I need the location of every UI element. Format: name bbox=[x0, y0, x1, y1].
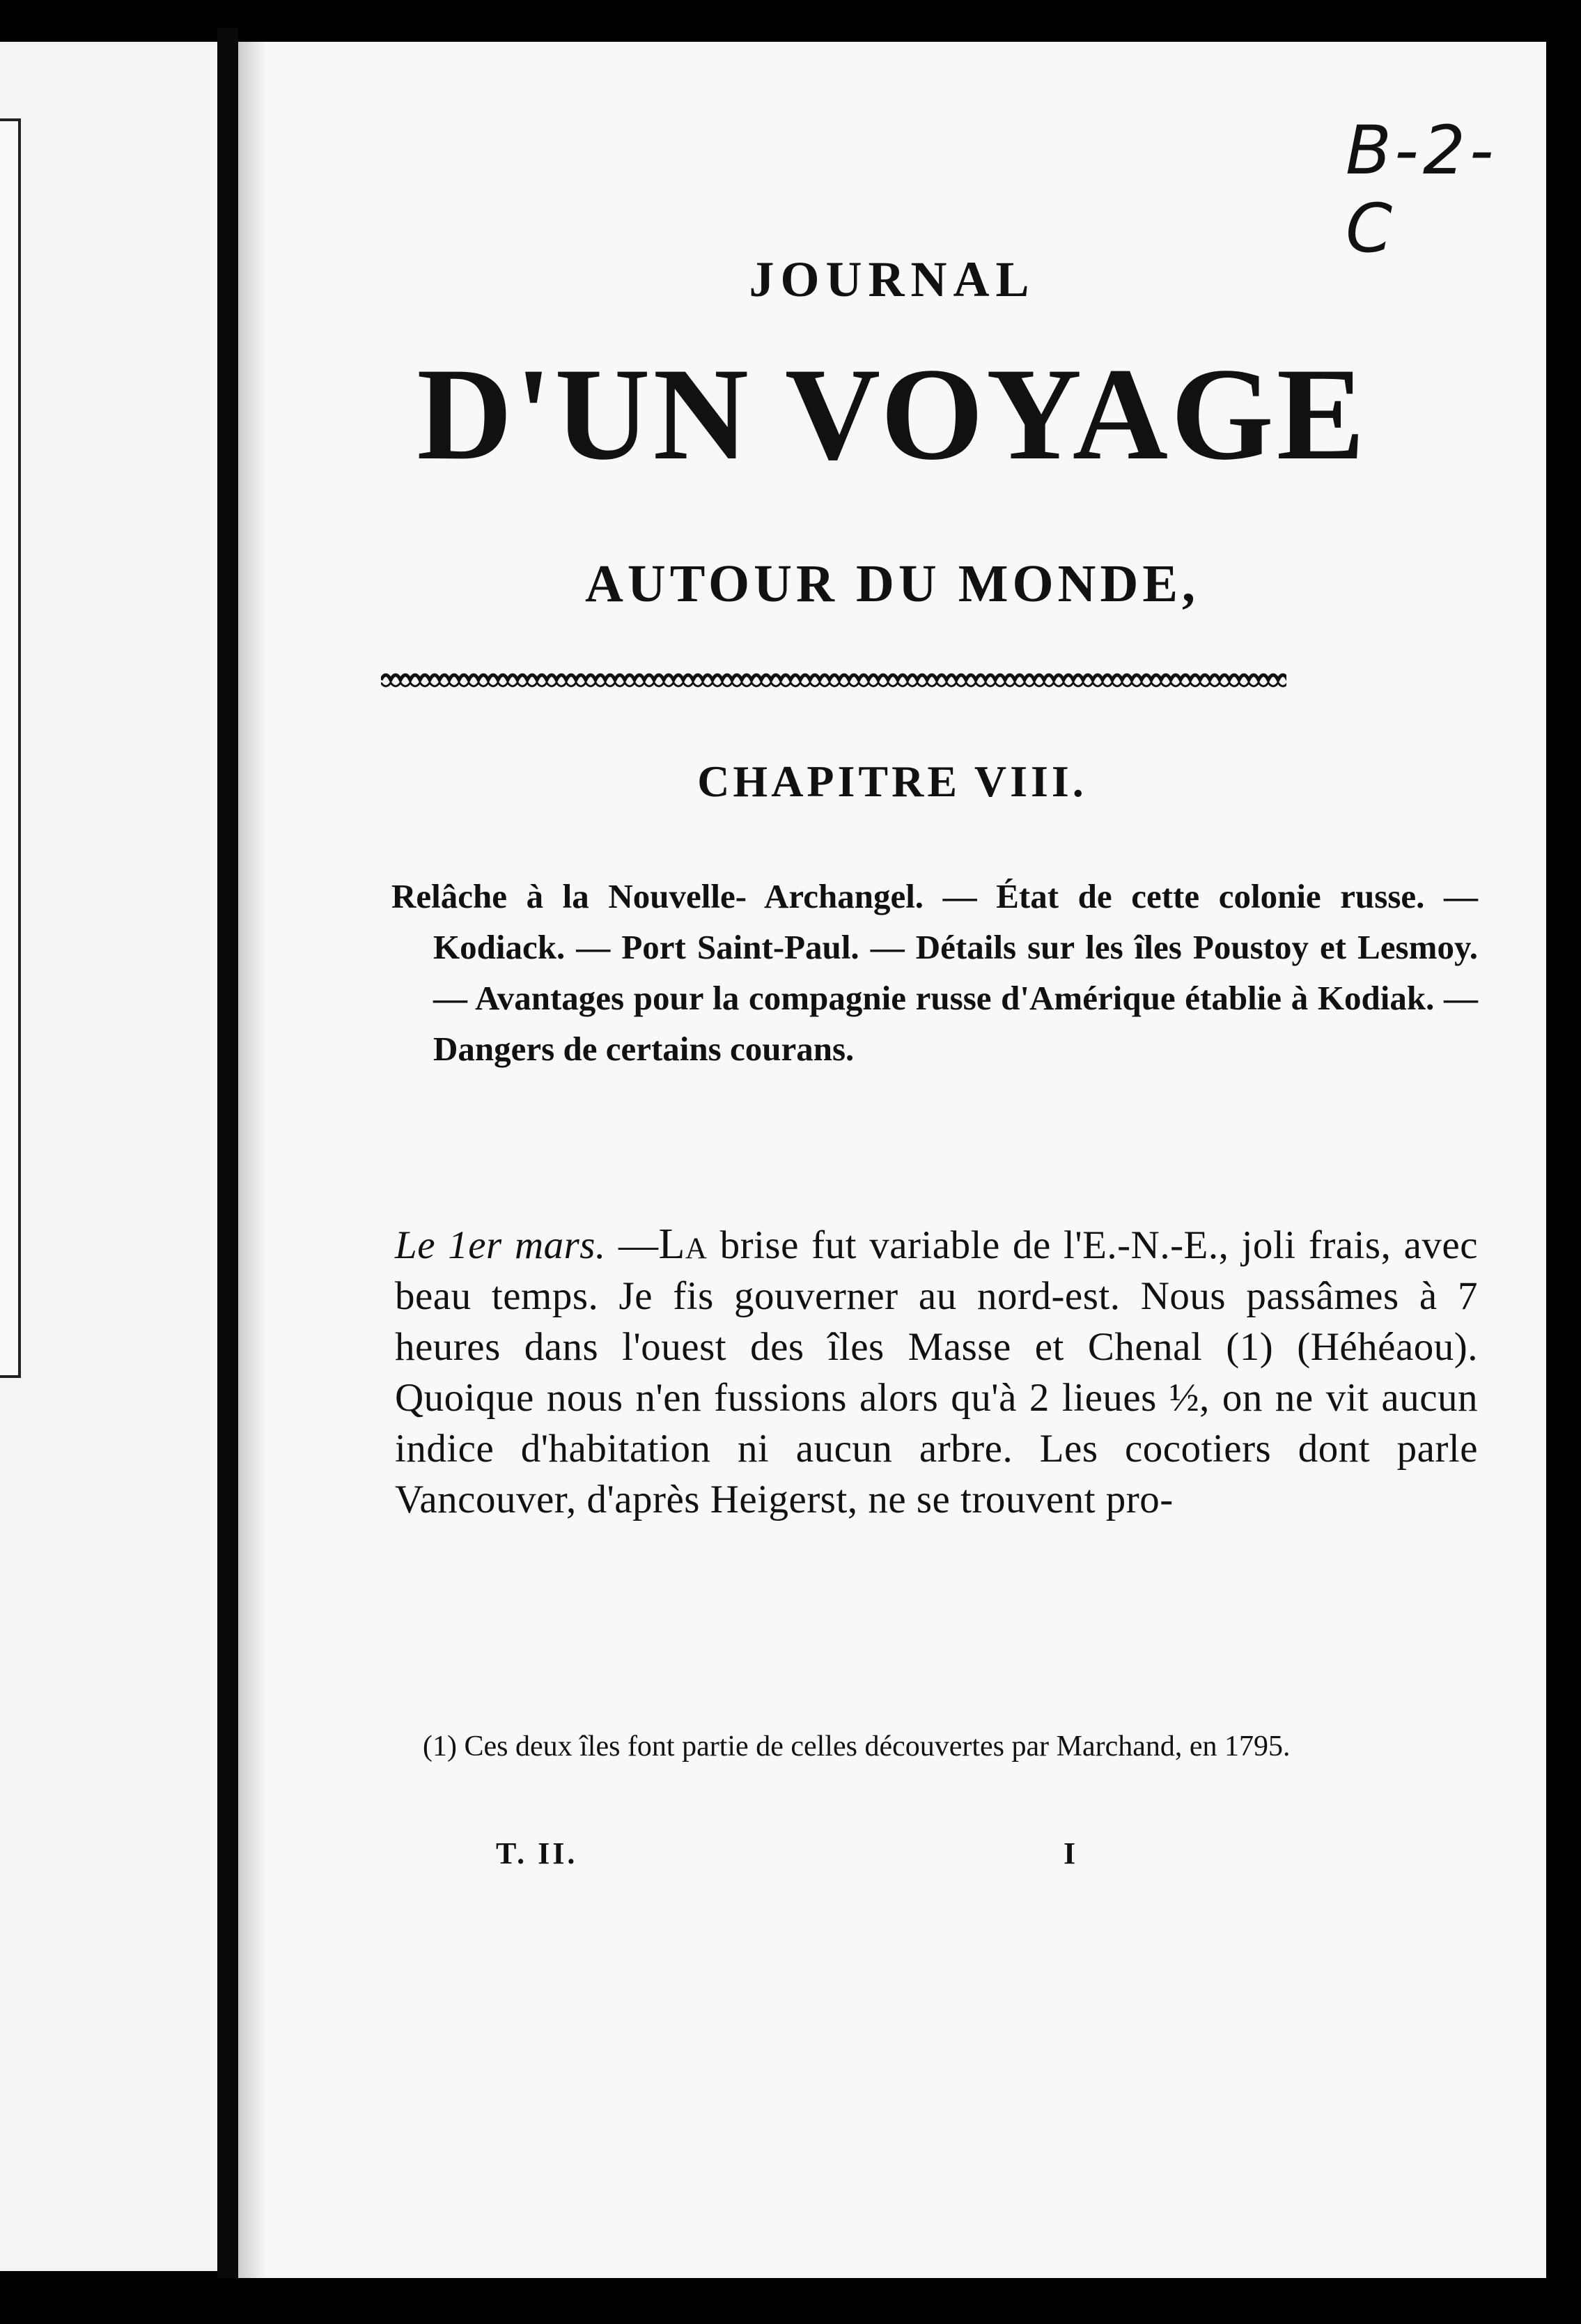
spine-shadow bbox=[238, 42, 266, 2278]
signature-mark: T. II. bbox=[496, 1836, 578, 1870]
handwritten-shelfmark: B-2-C bbox=[1346, 111, 1498, 268]
facing-page-edge bbox=[0, 42, 217, 2271]
entry-dash: — bbox=[605, 1223, 659, 1267]
body-text: brise fut variable de l'E.-N.-E., joli frais, avec beau temps. Je fis gouverner au nord-est. Nous passâmes à 7 heures dans l'ouest des îles Masse et Chenal (1) (Héhéaou). Quoique nous n'en fussions alors qu'à 2 lieues ½, on ne vit aucun indice d'habitation ni aucun arbre. Les cocotiers dont parle Vancouver, d'après Heigerst, ne se trouvent pro- bbox=[395, 1223, 1478, 1521]
book-gutter bbox=[217, 28, 238, 2278]
title-autour: AUTOUR DU MONDE, bbox=[584, 555, 1200, 613]
book-page bbox=[238, 42, 1546, 2278]
initial-word: La bbox=[658, 1221, 708, 1268]
footnote: (1) Ces deux îles font partie de celles découvertes par Marchand, en 1795. bbox=[423, 1730, 1291, 1763]
entry-date: Le 1er mars. bbox=[395, 1223, 606, 1267]
chapter-heading: CHAPITRE VIII. bbox=[697, 757, 1087, 806]
chapter-summary bbox=[391, 871, 1478, 1074]
folio-number: I bbox=[1064, 1836, 1076, 1870]
facing-page-border bbox=[0, 118, 21, 1378]
title-voyage: D'UN VOYAGE bbox=[416, 341, 1368, 488]
ornamental-rule bbox=[381, 669, 1286, 691]
title-journal: JOURNAL bbox=[749, 251, 1036, 307]
chapter-summary-text: Relâche à la Nouvelle- Archangel. — État de cette colonie russe. — Kodiack. — Port Saint-Paul. — Détails sur les îles Poustoy et Lesmoy. — Avantages pour la compagnie russe d'Amérique établie à Kodiak. — Dangers de certains courans. bbox=[391, 877, 1478, 1068]
body-paragraph bbox=[395, 1219, 1478, 1525]
